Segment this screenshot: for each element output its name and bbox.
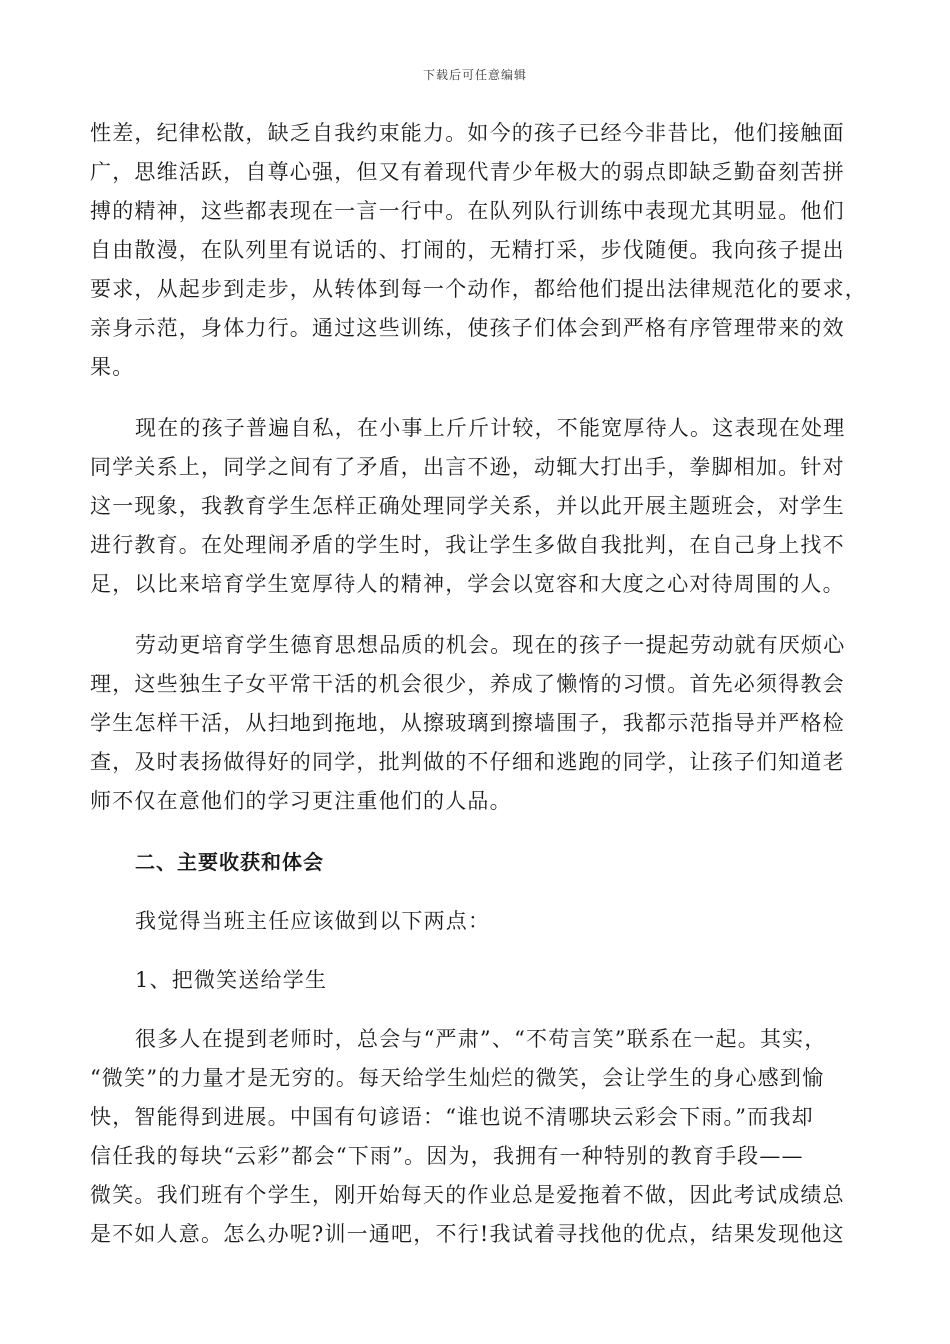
text-line: “微笑”的力量才是无穷的。每天给学生灿烂的微笑，会让学生的身心感到愉 — [90, 1066, 825, 1090]
text-line: 同学关系上，同学之间有了矛盾，出言不逊，动辄大打出手，拳脚相加。针对 — [90, 455, 845, 479]
text-line: 劳动更培育学生德育思想品质的机会。现在的孩子一提起劳动就有厌烦心 — [135, 633, 846, 657]
text-line: 查，及时表扬做得好的同学，批判做的不仔细和逃跑的同学，让孩子们知道老 — [90, 750, 845, 774]
text-line: 师不仅在意他们的学习更注重他们的人品。 — [90, 789, 512, 813]
text-line: 是不如人意。怎么办呢?训一通吧，不行!我试着寻找他的优点，结果发现他这 — [90, 1222, 845, 1246]
section-heading: 二、主要收获和体会 — [135, 850, 324, 874]
paragraph-labor — [90, 626, 860, 821]
text-line: 这一现象，我教育学生怎样正确处理同学关系，并以此开展主题班会，对学生 — [90, 494, 845, 518]
text-line: 足，以比来培育学生宽厚待人的精神，学会以宽容和大度之心对待周围的人。 — [90, 572, 845, 596]
paragraph-tolerance — [90, 409, 860, 604]
list-item-heading: 1、把微笑送给学生 — [135, 968, 328, 992]
text-line: 理，这些独生子女平常干活的机会很少，养成了懒惰的习惯。首先必须得教会 — [90, 672, 845, 696]
text-line: 进行教育。在处理闹矛盾的学生时，我让学生多做自我批判，在自己身上找不 — [90, 533, 845, 557]
intro-line: 我觉得当班主任应该做到以下两点： — [135, 909, 491, 933]
text-line: 信任我的每块“云彩”都会“下雨”。因为，我拥有一种特别的教育手段—— — [90, 1144, 804, 1168]
page-header: 下载后可任意编辑 — [422, 68, 527, 82]
paragraph-smile — [90, 1020, 860, 1254]
text-line: 搏的精神，这些都表现在一言一行中。在队列队行训练中表现尤其明显。他们 — [90, 199, 845, 223]
text-line: 果。 — [90, 355, 135, 379]
text-line: 亲身示范，身体力行。通过这些训练，使孩子们体会到严格有序管理带来的效 — [90, 316, 845, 340]
text-line: 现在的孩子普遍自私，在小事上斤斤计较，不能宽厚待人。这表现在处理 — [135, 416, 846, 440]
text-line: 微笑。我们班有个学生，刚开始每天的作业总是爱拖着不做，因此考试成绩总 — [90, 1183, 845, 1207]
text-line: 自由散漫，在队列里有说话的、打闹的，无精打采，步伐随便。我向孩子提出 — [90, 238, 845, 262]
text-line: 很多人在提到老师时，总会与“严肃”、“不苟言笑”联系在一起。其实， — [135, 1027, 827, 1051]
text-line: 快，智能得到进展。中国有句谚语：“谁也说不清哪块云彩会下雨。”而我却 — [90, 1105, 814, 1129]
text-line: 要求，从起步到走步，从转体到每一个动作，都给他们提出法律规范化的要求， — [90, 277, 867, 301]
text-line: 广，思维活跃，自尊心强，但又有着现代青少年极大的弱点即缺乏勤奋刻苦拼 — [90, 160, 845, 184]
text-line: 学生怎样干活，从扫地到拖地，从擦玻璃到擦墙围子，我都示范指导并严格检 — [90, 711, 845, 735]
paragraph-discipline — [90, 114, 867, 387]
text-line: 性差，纪律松散，缺乏自我约束能力。如今的孩子已经今非昔比，他们接触面 — [90, 121, 845, 145]
document-body — [90, 114, 867, 1276]
